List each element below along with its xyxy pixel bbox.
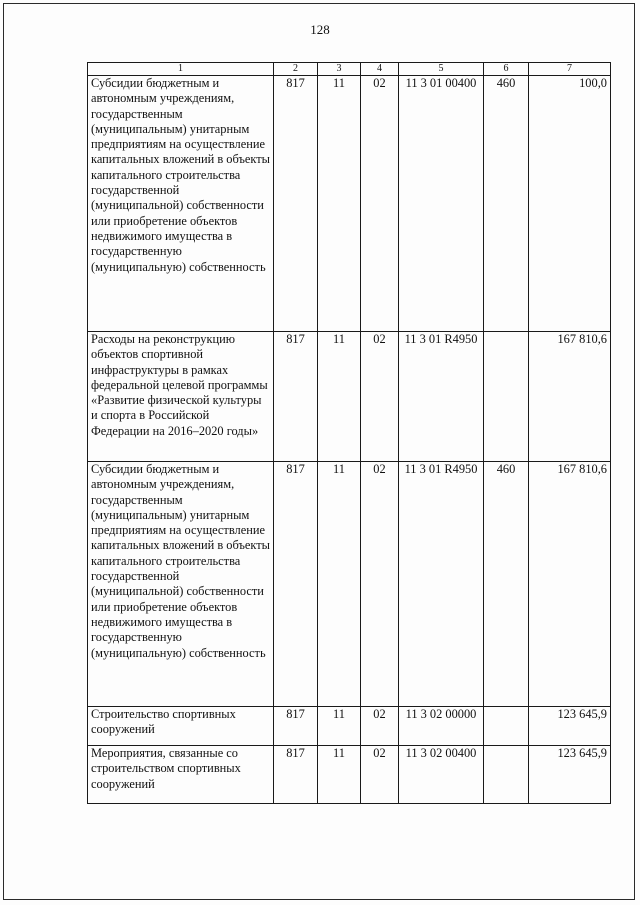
column-header: 4 — [361, 63, 399, 76]
column-header: 3 — [318, 63, 361, 76]
table-row — [88, 332, 611, 462]
gr-code: 817 — [274, 332, 318, 462]
rz-code: 11 — [318, 746, 361, 804]
budget-table — [87, 62, 611, 804]
gr-code: 817 — [274, 462, 318, 707]
pr-code: 02 — [361, 462, 399, 707]
expense-name: Расходы на реконструкцию объектов спортивной инфраструктуры в рамках федеральной целевой программы «Развитие физической культуры и спорта в Российской Федерации на 2016–2020 годы» — [88, 332, 274, 462]
amount: 123 645,9 — [529, 746, 611, 804]
csr-code: 11 3 02 00400 — [399, 746, 484, 804]
pr-code: 02 — [361, 746, 399, 804]
csr-code: 11 3 01 R4950 — [399, 462, 484, 707]
page-number: 128 — [310, 22, 330, 37]
rz-code: 11 — [318, 76, 361, 332]
vr-code — [484, 332, 529, 462]
expense-name: Субсидии бюджетным и автономным учреждениям, государственным (муниципальным) унитарным предприятиям на осуществление капитальных вложений в объекты капитального строительства государственной (муниципальной) собственности или приобретение объектов недвижимого имущества в государственную (муниципальную) собственность — [88, 462, 274, 707]
pr-code: 02 — [361, 76, 399, 332]
expense-name: Мероприятия, связанные со строительством спортивных сооружений — [88, 746, 274, 804]
csr-code: 11 3 01 00400 — [399, 76, 484, 332]
vr-code — [484, 746, 529, 804]
column-header: 2 — [274, 63, 318, 76]
rz-code: 11 — [318, 462, 361, 707]
expense-name: Субсидии бюджетным и автономным учреждениям, государственным (муниципальным) унитарным предприятиям на осуществление капитальных вложений в объекты капитального строительства государственной (муниципальной) собственности или приобретение объектов недвижимого имущества в государственную (муниципальную) собственность — [88, 76, 274, 332]
pr-code: 02 — [361, 332, 399, 462]
column-header: 1 — [88, 63, 274, 76]
gr-code: 817 — [274, 746, 318, 804]
amount: 167 810,6 — [529, 462, 611, 707]
expense-name: Строительство спортивных сооружений — [88, 707, 274, 746]
csr-code: 11 3 01 R4950 — [399, 332, 484, 462]
rz-code: 11 — [318, 707, 361, 746]
gr-code: 817 — [274, 76, 318, 332]
rz-code: 11 — [318, 332, 361, 462]
amount: 100,0 — [529, 76, 611, 332]
gr-code: 817 — [274, 707, 318, 746]
table-row — [88, 462, 611, 707]
amount: 167 810,6 — [529, 332, 611, 462]
table-row — [88, 76, 611, 332]
pr-code: 02 — [361, 707, 399, 746]
table-row — [88, 746, 611, 804]
column-header: 5 — [399, 63, 484, 76]
vr-code — [484, 707, 529, 746]
vr-code: 460 — [484, 462, 529, 707]
vr-code: 460 — [484, 76, 529, 332]
table-header-row — [88, 63, 611, 76]
column-header: 7 — [529, 63, 611, 76]
table-row — [88, 707, 611, 746]
column-header: 6 — [484, 63, 529, 76]
csr-code: 11 3 02 00000 — [399, 707, 484, 746]
amount: 123 645,9 — [529, 707, 611, 746]
